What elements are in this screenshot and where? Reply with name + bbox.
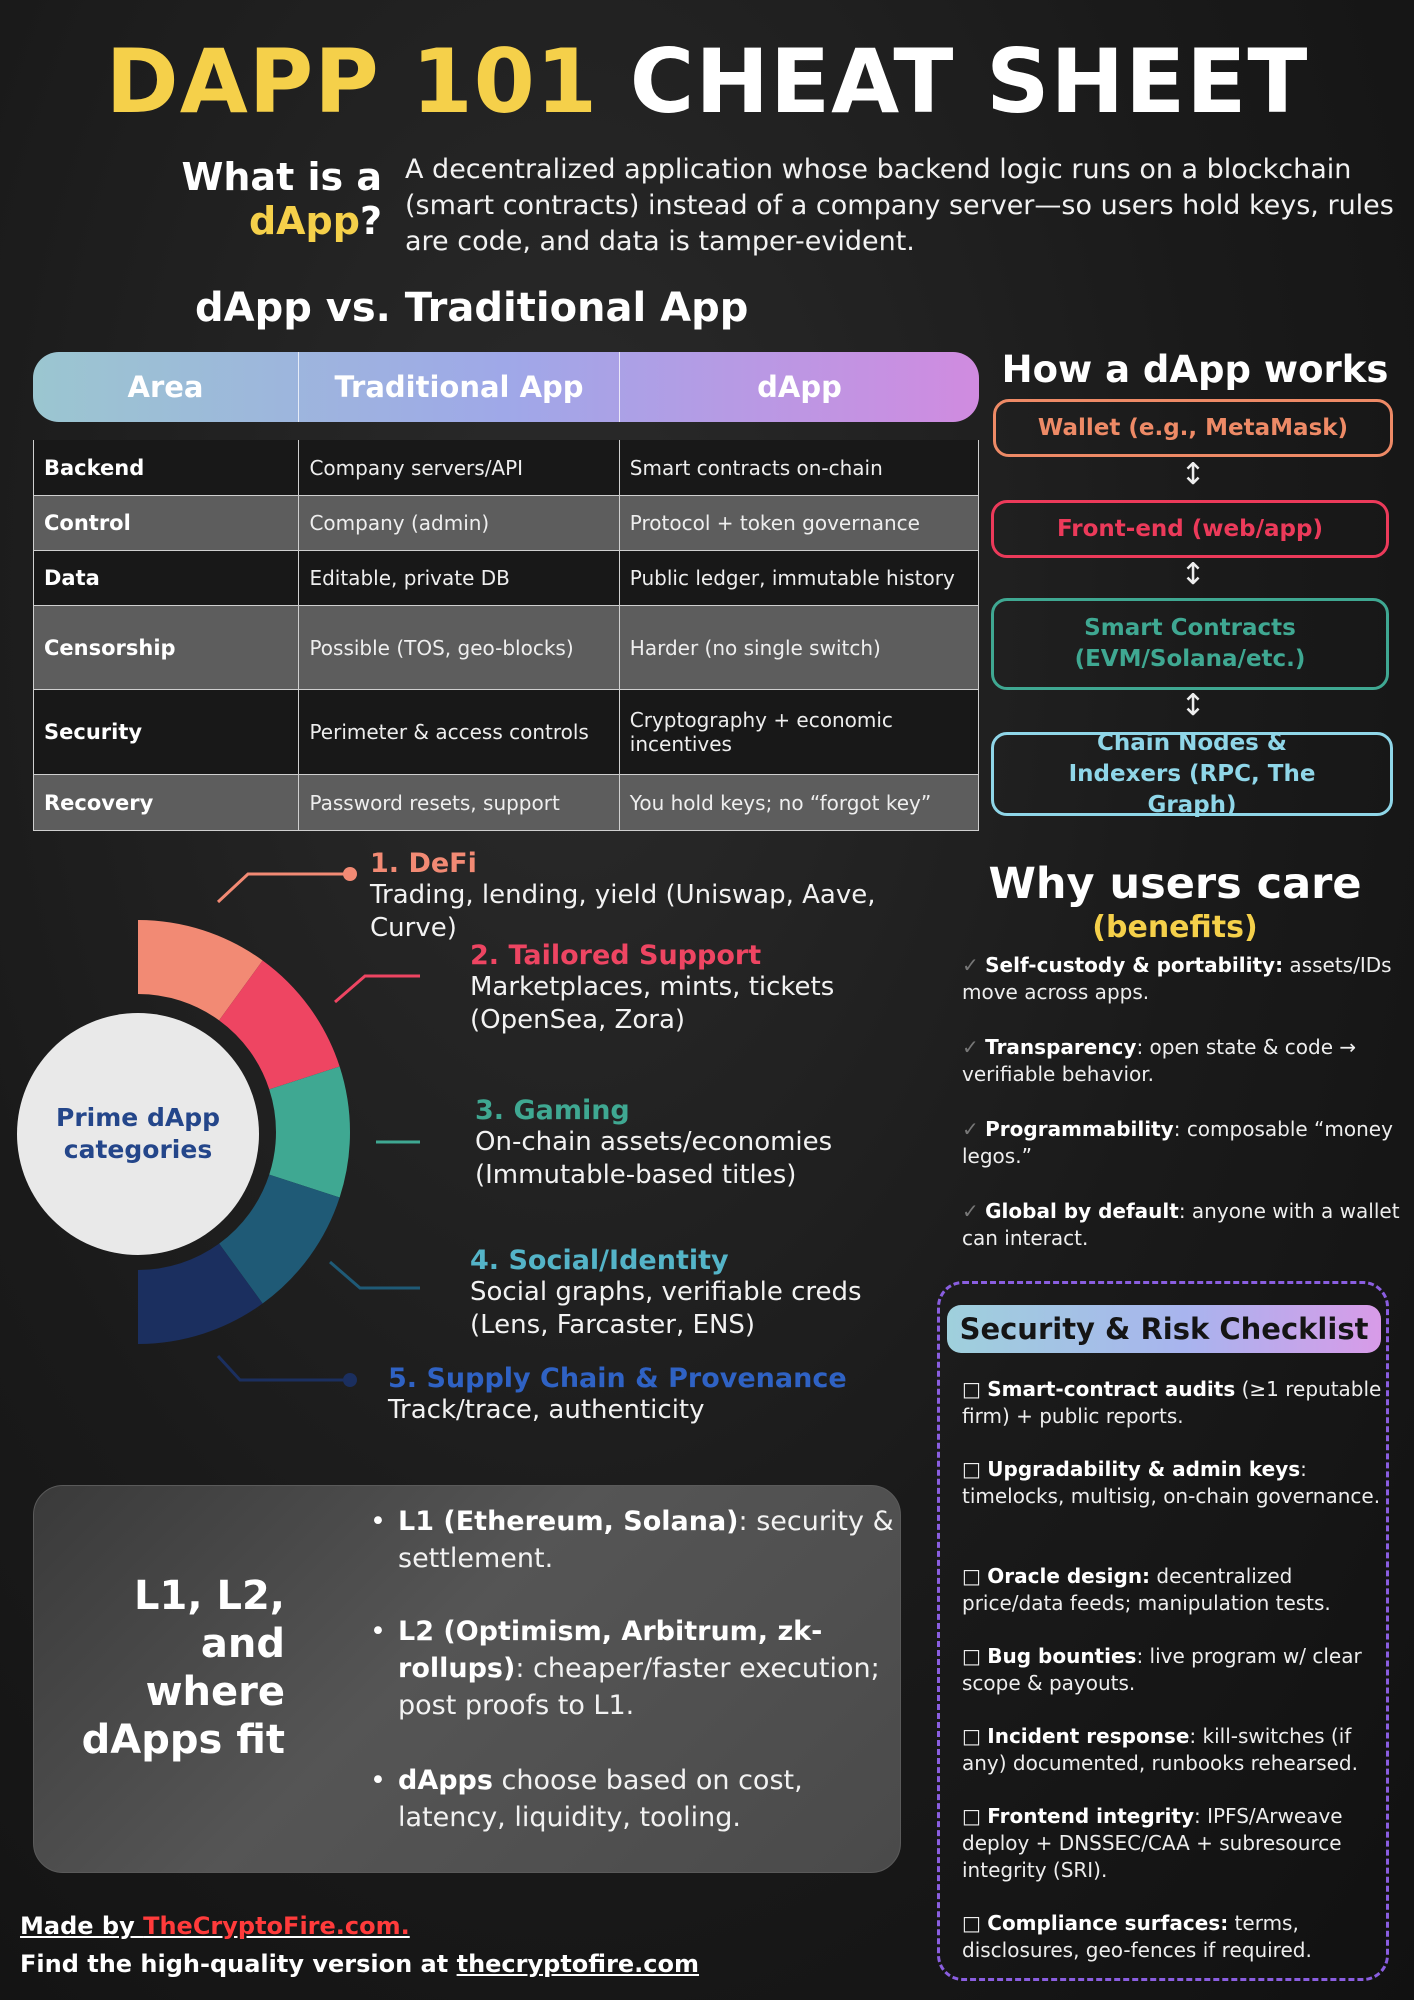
cell-traditional: Possible (TOS, geo-blocks) — [299, 606, 619, 689]
how-step-wallet: Wallet (e.g., MetaMask) — [993, 399, 1393, 457]
cell-traditional: Company (admin) — [299, 496, 619, 550]
whatis-definition: A decentralized application whose backend logic runs on a blockchain (smart contracts) instead of a company server—so users hold keys, rules are code, and data is tamper-evident. — [405, 154, 1394, 257]
cell-dapp: You hold keys; no “forgot key” — [629, 790, 932, 815]
checklist-bold: Upgradability & admin keys — [987, 1457, 1301, 1481]
benefit-item — [962, 1116, 1402, 1170]
benefit-text: assets/IDs move across apps. — [962, 953, 1392, 1004]
checklist-item — [962, 1643, 1382, 1697]
checklist-item — [962, 1723, 1382, 1777]
checklist-bold: Compliance surfaces: — [987, 1911, 1229, 1935]
category-center: Prime dApp categories — [17, 1013, 259, 1255]
category-title: 3. Gaming — [475, 1095, 630, 1126]
checklist-text: : IPFS/Arweave deploy + DNSSEC/CAA + subresource integrity (SRI). — [962, 1804, 1343, 1882]
whatis-heading-c: ? — [359, 199, 382, 243]
how-title: How a dApp works — [1001, 348, 1389, 391]
checklist-bold: Bug bounties — [987, 1644, 1137, 1668]
benefit-text: : open state & code → verifiable behavior. — [962, 1035, 1357, 1086]
checklist-text: terms, disclosures, geo-fences if required. — [962, 1911, 1312, 1962]
layers-bold: dApps — [398, 1765, 493, 1796]
made-by — [20, 1912, 410, 1940]
category-desc: Social graphs, verifiable creds (Lens, Farcaster, ENS) — [470, 1277, 862, 1340]
checkbox-icon: □ — [962, 1804, 981, 1828]
table-row — [34, 689, 978, 774]
category-desc: Marketplaces, mints, tickets (OpenSea, Zora) — [470, 972, 835, 1035]
checklist-item — [962, 1376, 1382, 1430]
find-prefix: Find the high-quality version at — [20, 1950, 457, 1978]
cell-area: Security — [34, 690, 299, 774]
ring-segment-3 — [269, 1066, 350, 1197]
category-social-identity — [470, 1245, 940, 1342]
cell-area: Data — [34, 551, 299, 605]
made-by-link[interactable]: TheCryptoFire.com. — [143, 1912, 410, 1940]
connector-line-5 — [218, 1356, 350, 1380]
updown-arrow-icon: ↕ — [1180, 457, 1206, 492]
checklist-bold: Oracle design: — [987, 1564, 1151, 1588]
table-row — [34, 774, 978, 830]
made-prefix: Made by — [20, 1912, 144, 1940]
header-dapp: dApp — [757, 370, 842, 404]
checklist-item — [962, 1910, 1382, 1964]
category-title: 1. DeFi — [370, 848, 477, 879]
table-row — [34, 605, 978, 689]
checklist-text: : kill-switches (if any) documented, runbooks rehearsed. — [962, 1724, 1358, 1775]
benefit-bold: Self-custody & portability: — [985, 953, 1284, 977]
checklist-text: decentralized price/data feeds; manipulation tests. — [962, 1564, 1331, 1615]
layers-item — [370, 1503, 900, 1577]
category-desc: On-chain assets/economies (Immutable-based titles) — [475, 1127, 833, 1190]
layers-text: : security & settlement. — [398, 1506, 894, 1574]
cell-dapp: Public ledger, immutable history — [629, 566, 955, 590]
cell-dapp: Protocol + token governance — [629, 511, 920, 535]
layers-bold: L2 (Optimism, Arbitrum, zk-rollups) — [398, 1616, 823, 1684]
cell-area: Censorship — [34, 606, 299, 689]
benefit-text: : composable “money legos.” — [962, 1117, 1393, 1168]
why-subtitle: (benefits) — [1092, 910, 1258, 945]
whatis-heading-b: dApp — [248, 199, 360, 243]
checklist-text: (≥1 reputable firm) + public reports. — [962, 1377, 1382, 1428]
cell-traditional: Editable, private DB — [299, 551, 619, 605]
whatis-heading — [150, 155, 382, 243]
category-tailored-support — [470, 940, 870, 1037]
layers-item — [370, 1762, 900, 1836]
cell-area: Control — [34, 496, 299, 550]
category-title: 2. Tailored Support — [470, 940, 762, 971]
how-step-nodes: Chain Nodes & Indexers (RPC, The Graph) — [991, 732, 1393, 816]
cell-area: Recovery — [34, 775, 299, 830]
table-row — [34, 495, 978, 550]
checklist-item — [962, 1803, 1382, 1884]
connector-line-4 — [330, 1262, 420, 1288]
comparison-header — [33, 352, 979, 422]
cell-traditional: Password resets, support — [299, 775, 619, 830]
security-title: Security & Risk Checklist — [947, 1305, 1381, 1353]
check-icon: ✓ — [962, 1117, 979, 1141]
benefit-text: : anyone with a wallet can interact. — [962, 1199, 1400, 1250]
cell-dapp: Harder (no single switch) — [629, 635, 881, 660]
category-desc: Track/trace, authenticity — [388, 1395, 705, 1425]
cell-dapp: Smart contracts on-chain — [629, 455, 883, 480]
benefit-item — [962, 952, 1402, 1006]
category-title: 5. Supply Chain & Provenance — [388, 1363, 847, 1394]
checklist-item — [962, 1456, 1382, 1510]
layers-text: choose based on cost, latency, liquidity, tooling. — [398, 1765, 803, 1833]
category-defi — [370, 848, 950, 945]
benefit-bold: Transparency — [985, 1035, 1137, 1059]
checklist-text: : timelocks, multisig, on-chain governance. — [962, 1457, 1381, 1508]
updown-arrow-icon: ↕ — [1180, 688, 1206, 723]
layers-text: : cheaper/faster execution; post proofs to L1. — [398, 1653, 880, 1721]
cell-traditional: Company servers/API — [299, 440, 619, 495]
layers-item — [370, 1613, 900, 1724]
comparison-title: dApp vs. Traditional App — [195, 285, 749, 331]
cell-dapp: Cryptography + economic incentives — [629, 708, 893, 756]
checkbox-icon: □ — [962, 1911, 981, 1935]
comparison-table — [33, 440, 979, 831]
category-gaming — [475, 1095, 895, 1192]
updown-arrow-icon: ↕ — [1180, 557, 1206, 592]
how-step-frontend: Front-end (web/app) — [991, 500, 1389, 558]
category-desc: Trading, lending, yield (Uniswap, Aave, Curve) — [370, 880, 876, 943]
page-title — [0, 30, 1414, 133]
check-icon: ✓ — [962, 1199, 979, 1223]
checklist-bold: Frontend integrity — [987, 1804, 1194, 1828]
checklist-bold: Smart-contract audits — [987, 1377, 1236, 1401]
checkbox-icon: □ — [962, 1564, 981, 1588]
layers-title: L1, L2, and where dApps fit — [81, 1573, 285, 1763]
header-area: Area — [33, 352, 299, 422]
check-icon: ✓ — [962, 953, 979, 977]
title-part2: CHEAT SHEET — [629, 30, 1309, 133]
category-supply-chain — [388, 1363, 928, 1427]
connector-line-1 — [218, 874, 350, 902]
whatis-heading-a: What is a — [181, 155, 382, 199]
cell-traditional: Perimeter & access controls — [299, 690, 619, 774]
checkbox-icon: □ — [962, 1644, 981, 1668]
checkbox-icon: □ — [962, 1457, 981, 1481]
checklist-bold: Incident response — [987, 1724, 1190, 1748]
benefit-bold: Programmability — [985, 1117, 1174, 1141]
table-row — [34, 440, 978, 495]
benefit-item — [962, 1034, 1402, 1088]
connector-line-2 — [335, 976, 420, 1002]
benefit-item — [962, 1198, 1402, 1252]
connector-dot-5 — [343, 1373, 357, 1387]
find-hq — [20, 1950, 699, 1978]
title-part1: DAPP 101 — [105, 30, 599, 133]
checkbox-icon: □ — [962, 1377, 981, 1401]
find-link[interactable]: thecryptofire.com — [456, 1950, 700, 1978]
category-title: 4. Social/Identity — [470, 1245, 729, 1276]
how-step-contracts: Smart Contracts (EVM/Solana/etc.) — [991, 598, 1389, 690]
checklist-item — [962, 1563, 1382, 1617]
checkbox-icon: □ — [962, 1724, 981, 1748]
connector-dot-1 — [343, 867, 357, 881]
why-title: Why users care — [988, 859, 1362, 909]
header-traditional: Traditional App — [299, 352, 620, 422]
table-row — [34, 550, 978, 605]
checklist-text: : live program w/ clear scope & payouts. — [962, 1644, 1362, 1695]
cell-area: Backend — [34, 440, 299, 495]
layers-bold: L1 (Ethereum, Solana) — [398, 1506, 739, 1537]
benefit-bold: Global by default — [985, 1199, 1179, 1223]
check-icon: ✓ — [962, 1035, 979, 1059]
